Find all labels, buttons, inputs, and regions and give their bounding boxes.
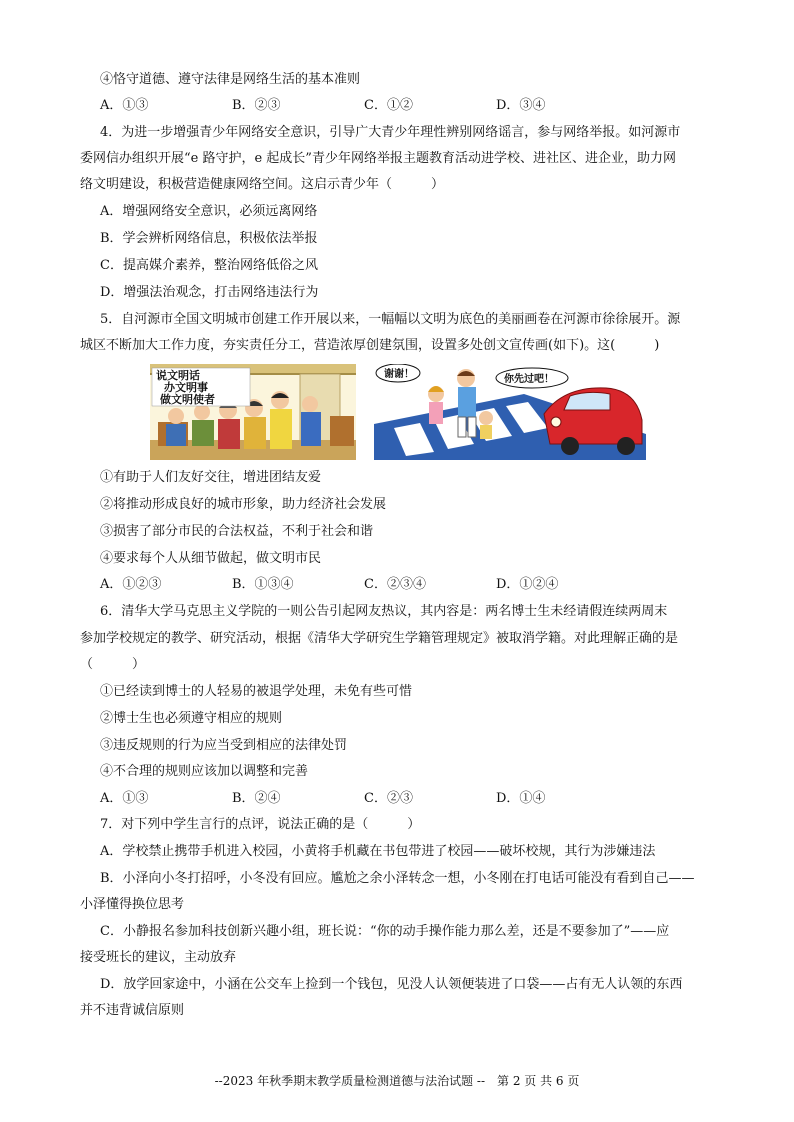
q7-option-c-line-2: 接受班长的建议，主动放弃 (80, 950, 237, 965)
option-b: B．①③④ (232, 577, 294, 592)
question-4-line-1: 4．为进一步增强青少年网络安全意识，引导广大青少年理性辨别网络谣言，参与网络举报。如河源市 (100, 125, 681, 140)
q4-option-a: A．增强网络安全意识，必须远离网络 (100, 204, 318, 219)
bubble-thanks: 谢谢！ (384, 369, 414, 380)
option-a: A．①③ (100, 791, 149, 806)
question-6-line-2: 参加学校规定的教学、研究活动，根据《清华大学研究生学籍管理规定》被取消学籍。对此理解正确的是 (80, 631, 679, 646)
q5-statement-2: ②将推动形成良好的城市形象，助力经济社会发展 (100, 497, 387, 512)
q6-statement-1: ①已经读到博士的人轻易的被退学处理，未免有些可惜 (100, 684, 413, 699)
q6-statement-2: ②博士生也必须遵守相应的规则 (100, 711, 283, 726)
q7-option-c-line-1: C．小静报名参加科技创新兴趣小组，班长说：“你的动手操作能力那么差，还是不要参加了”——应 (100, 924, 670, 939)
q7-option-d-line-1: D．放学回家途中，小涵在公交车上捡到一个钱包，见没人认领便装进了口袋——占有无人认领的东西 (100, 977, 683, 992)
statement-4: ④恪守道德、遵守法律是网络生活的基本准则 (100, 72, 361, 87)
question-7: 7．对下列中学生言行的点评，说法正确的是（ ） (100, 817, 421, 832)
question-4-line-2: 委网信办组织开展“e 路守护，e 起成长”青少年网络举报主题教育活动进学校、进社区、进企业，助力网 (80, 151, 676, 166)
option-d: D．①②④ (496, 577, 559, 592)
option-b: B．②③ (232, 98, 281, 113)
option-a: A．①③ (100, 98, 149, 113)
question-5-line-1: 5．自河源市全国文明城市创建工作开展以来，一幅幅以文明为底色的美丽画卷在河源市徐徐展开。源 (100, 312, 681, 327)
illustrations (150, 364, 646, 460)
option-a: A．①②③ (100, 577, 162, 592)
question-4-line-3: 络文明建设，积极营造健康网络空间。这启示青少年（ ） (80, 177, 445, 192)
sign-line-1: 说文明话 (156, 369, 200, 382)
q4-option-c: C．提高媒介素养，整治网络低俗之风 (100, 258, 318, 273)
page-footer: --2023 年秋季期末教学质量检测道德与法治试题 -- 第 2 页 共 6 页 (214, 1074, 580, 1088)
q7-option-d-line-2: 并不违背诚信原则 (80, 1003, 185, 1018)
question-6-line-3: （ ） (80, 657, 146, 672)
right-illustration (374, 364, 646, 460)
option-c: C．②③ (364, 791, 413, 806)
q7-option-b-line-1: B．小泽向小冬打招呼，小冬没有回应。尴尬之余小泽转念一想，小冬刚在打电话可能没有看到自己—— (100, 871, 695, 886)
q6-statement-3: ③违反规则的行为应当受到相应的法律处罚 (100, 738, 348, 753)
option-d: D．①④ (496, 791, 546, 806)
q5-statement-3: ③损害了部分市民的合法权益，不利于社会和谐 (100, 524, 374, 539)
q7-option-b-line-2: 小泽懂得换位思考 (80, 897, 185, 912)
option-c: C．①② (364, 98, 413, 113)
q4-option-d: D．增强法治观念，打击网络违法行为 (100, 285, 319, 300)
sign-line-3: 做文明使者 (160, 393, 215, 406)
q4-option-b: B．学会辨析网络信息，积极依法举报 (100, 231, 318, 246)
bubble-you-first: 你先过吧！ (504, 374, 554, 385)
question-5-line-2: 城区不断加大工作力度，夯实责任分工，营造浓厚创建氛围，设置多处创文宣传画(如下)。这( ) (80, 338, 660, 353)
q5-statement-1: ①有助于人们友好交往，增进团结友爱 (100, 470, 322, 485)
sign-line-2: 办文明事 (164, 381, 208, 394)
option-c: C．②③④ (364, 577, 426, 592)
question-6-line-1: 6．清华大学马克思主义学院的一则公告引起网友热议，其内容是：两名博士生未经请假连续两周末 (100, 604, 668, 619)
left-illustration (150, 364, 356, 460)
q5-statement-4: ④要求每个人从细节做起，做文明市民 (100, 551, 322, 566)
option-d: D．③④ (496, 98, 546, 113)
q7-option-a: A．学校禁止携带手机进入校园，小黄将手机藏在书包带进了校园——破坏校规，其行为涉嫌违法 (100, 844, 656, 859)
q6-statement-4: ④不合理的规则应该加以调整和完善 (100, 764, 309, 779)
option-b: B．②④ (232, 791, 281, 806)
